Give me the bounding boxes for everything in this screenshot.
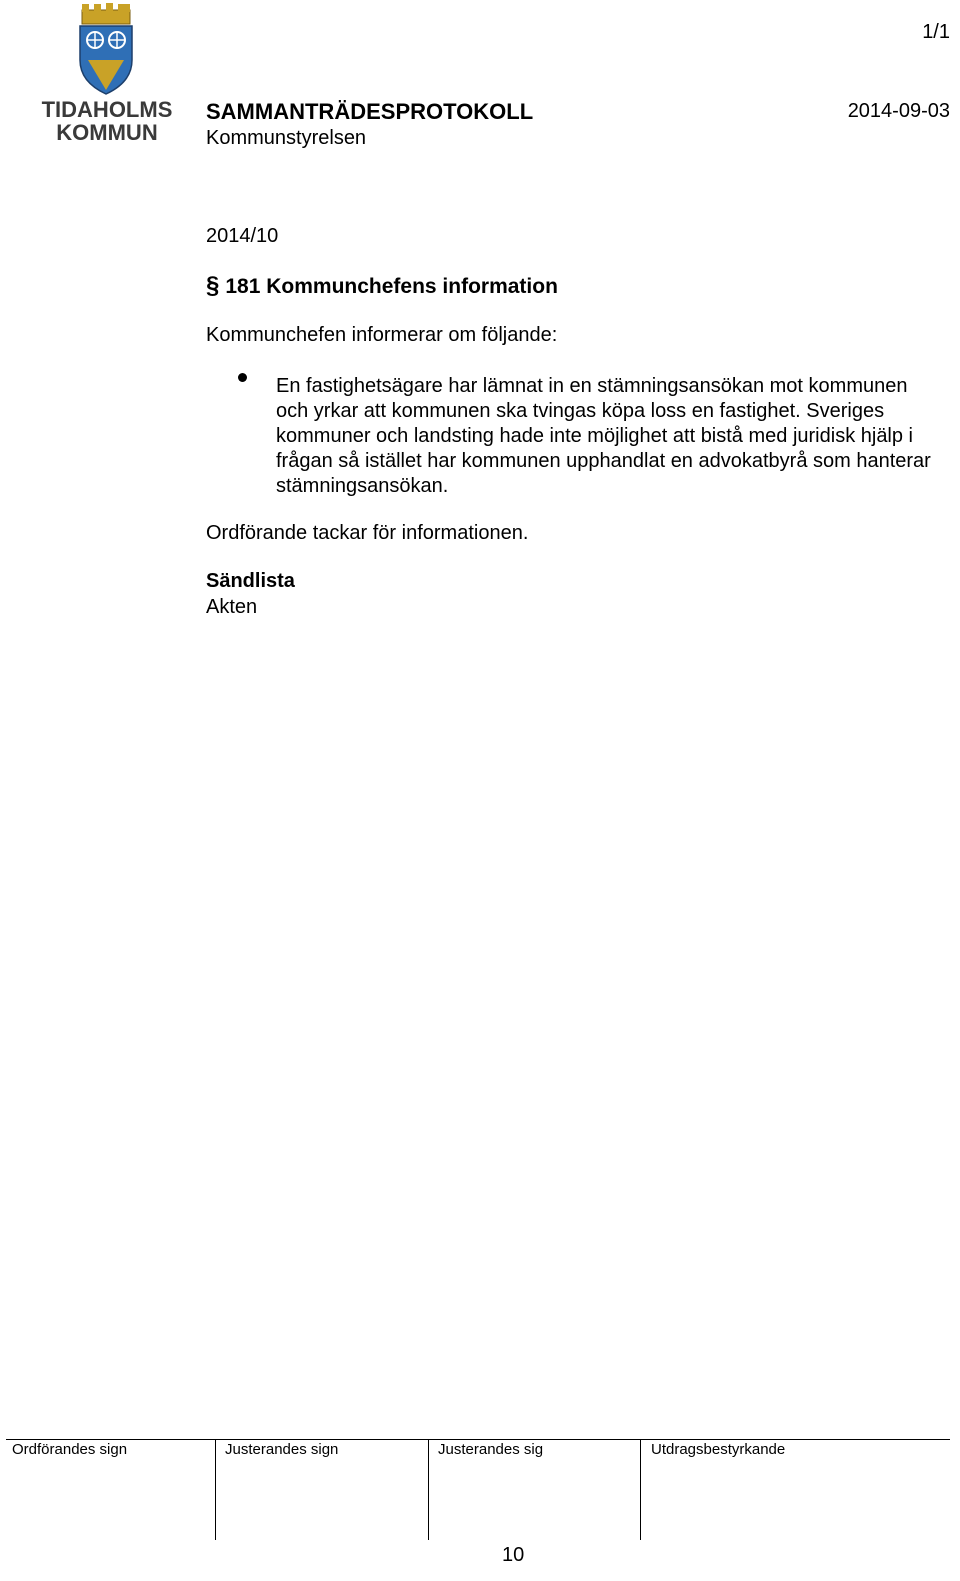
- adjuster-signature-label-2: Justerandes sig: [438, 1441, 544, 1458]
- intro-text: Kommunchefen informerar om följande:: [206, 324, 558, 346]
- distribution-list-item: Akten: [206, 596, 258, 618]
- page-count: 1/1: [922, 21, 950, 43]
- bullet-item: En fastighetsägare har lämnat in en stämningsansökan mot kommunen och yrkar att kommunen ska tvingas köpa loss en fastighet. Sveriges kommuner och landsting hade inte möjlighet att bistå med juridisk hjälp i frågan så istället har kommunen upphandlat en advokatbyrå som hanterar stämningsansökan.: [276, 375, 931, 497]
- certification-label: Utdragsbestyrkande: [651, 1441, 786, 1458]
- chair-signature-label: Ordförandes sign: [12, 1441, 128, 1458]
- bullet-icon: [238, 373, 247, 382]
- section-heading: [206, 272, 558, 300]
- distribution-list-title: Sändlista: [206, 570, 295, 592]
- committee-name: Kommunstyrelsen: [206, 127, 367, 149]
- municipality-logo: [36, 0, 178, 150]
- section-heading-text: 181 Kommunchefens information: [225, 275, 558, 298]
- coat-of-arms-icon: [36, 0, 178, 100]
- footer-divider: [428, 1440, 429, 1540]
- footer-divider: [215, 1440, 216, 1540]
- adjuster-signature-label: Justerandes sign: [225, 1441, 339, 1458]
- meeting-date: 2014-09-03: [847, 100, 950, 122]
- footer-top-rule: [6, 1439, 950, 1440]
- case-number: 2014/10: [206, 225, 279, 247]
- footer-divider: [640, 1440, 641, 1540]
- logo-line-1: TIDAHOLMS: [41, 97, 173, 122]
- document-title: SAMMANTRÄDESPROTOKOLL: [206, 99, 534, 124]
- logo-line-2: KOMMUN: [56, 120, 158, 145]
- closing-text: Ordförande tackar för informationen.: [206, 522, 529, 544]
- section-sign-icon: §: [206, 272, 220, 299]
- footer-page-number: 10: [502, 1544, 525, 1566]
